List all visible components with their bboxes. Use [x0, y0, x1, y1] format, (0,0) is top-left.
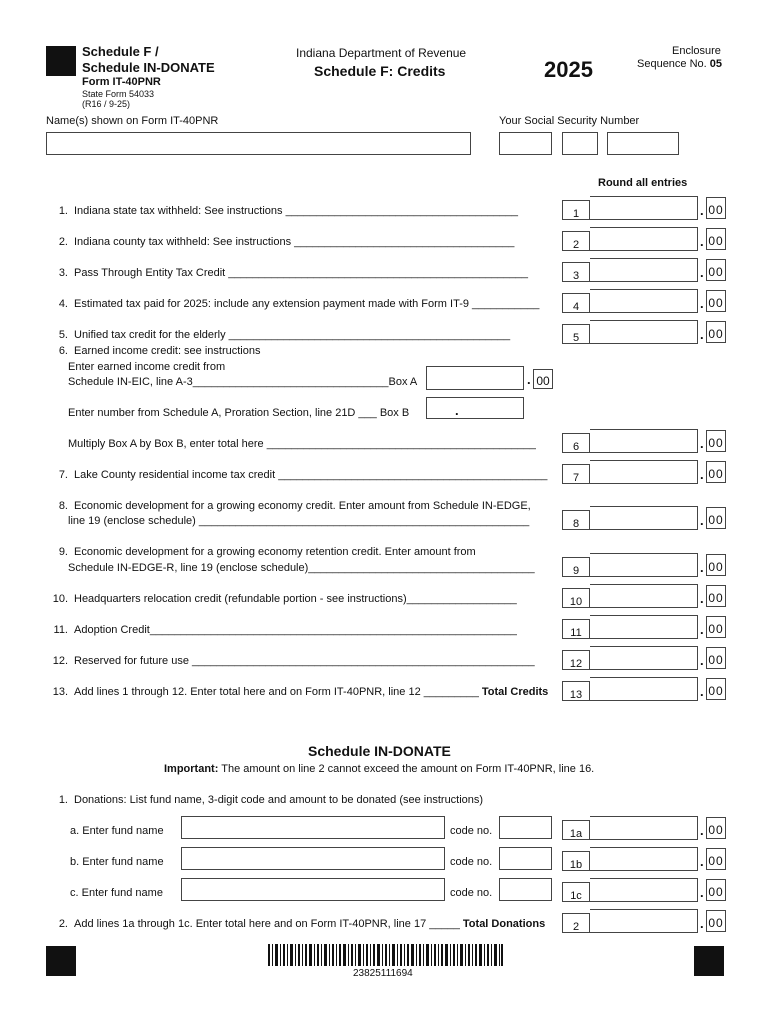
page-title: Schedule F: Credits — [314, 63, 446, 79]
schedule-title-line1: Schedule F / — [82, 44, 159, 59]
sequence-label: Sequence No. — [637, 58, 707, 70]
line-2-amount-input[interactable] — [590, 227, 698, 251]
decimal-point: . — [700, 916, 704, 931]
decimal-point: . — [700, 327, 704, 342]
round-entries-note: Round all entries — [598, 177, 688, 189]
ssn-input-part2[interactable] — [562, 132, 598, 155]
line-7-cents[interactable]: 00 — [706, 461, 726, 483]
line-3-number: 3 — [562, 262, 590, 282]
line-1c-amount-input[interactable] — [590, 878, 698, 902]
important-label: Important: — [164, 763, 219, 775]
schedule-title-line2: Schedule IN-DONATE — [82, 60, 215, 75]
decimal-point: . — [700, 622, 704, 637]
line-13-text: 13. Add lines 1 through 12. Enter total here and on Form IT-40PNR, line 12 _________ Total Credits — [52, 686, 549, 698]
line-4-amount-input[interactable] — [590, 289, 698, 313]
line-12-text: 12. Reserved for future use ________________________________________________________ — [52, 655, 535, 667]
ssn-input-part1[interactable] — [499, 132, 552, 155]
line-5-number: 5 — [562, 324, 590, 344]
line-1a-number: 1a — [562, 820, 590, 840]
donate-important-note — [164, 763, 594, 775]
decimal-point: . — [700, 854, 704, 869]
form-name: Form IT-40PNR — [82, 76, 161, 88]
line-6-title: 6. Earned income credit: see instructions — [58, 345, 261, 357]
fund-a-label: a. Enter fund name — [70, 825, 164, 837]
line-1-number: 1 — [562, 200, 590, 220]
decimal-point: . — [700, 653, 704, 668]
form-revision: (R16 / 9-25) — [82, 99, 131, 109]
decimal-point: . — [700, 823, 704, 838]
decimal-point: . — [700, 296, 704, 311]
fund-c-code-label: code no. — [450, 887, 493, 899]
fund-c-name-input[interactable] — [181, 878, 445, 901]
box-b-input[interactable] — [426, 397, 524, 419]
line-12-number: 12 — [562, 650, 590, 670]
tax-year: 2025 — [544, 57, 593, 82]
line-1-amount-input[interactable] — [590, 196, 698, 220]
decimal-point: . — [527, 372, 531, 387]
line-6-number: 6 — [562, 433, 590, 453]
line-11-cents[interactable]: 00 — [706, 616, 726, 638]
line-9-text: 9. Economic development for a growing economy retention credit. Enter amount from — [58, 546, 476, 558]
line-10-text: 10. Headquarters relocation credit (refundable portion - see instructions)__________________ — [52, 593, 517, 605]
enclosure-label: Enclosure — [672, 45, 721, 57]
line-1a-amount-input[interactable] — [590, 816, 698, 840]
line-6-enter-text: Enter earned income credit from — [68, 361, 226, 373]
line-13-cents[interactable]: 00 — [706, 678, 726, 700]
line-5-text: 5. Unified tax credit for the elderly ______________________________________________ — [58, 329, 511, 341]
donate-line-2-cents[interactable]: 00 — [706, 910, 726, 932]
fund-c-code-input[interactable] — [499, 878, 552, 901]
donate-line-2-amount-input[interactable] — [590, 909, 698, 933]
line-8-amount-input[interactable] — [590, 506, 698, 530]
decimal-point: . — [700, 436, 704, 451]
box-a-input[interactable] — [426, 366, 524, 390]
line-6-cents[interactable]: 00 — [706, 430, 726, 452]
registration-mark-bottom-left — [46, 946, 76, 976]
donate-section-title: Schedule IN-DONATE — [308, 743, 451, 759]
line-9-cents[interactable]: 00 — [706, 554, 726, 576]
line-8-text: 8. Economic development for a growing economy credit. Enter amount from Schedule IN-EDGE, — [58, 500, 531, 512]
line-1-text: 1. Indiana state tax withheld: See instructions ______________________________________ — [58, 205, 519, 217]
line-9-amount-input[interactable] — [590, 553, 698, 577]
fund-b-code-label: code no. — [450, 856, 493, 868]
line-3-cents[interactable]: 00 — [706, 259, 726, 281]
line-1a-cents[interactable]: 00 — [706, 817, 726, 839]
line-1c-number: 1c — [562, 882, 590, 902]
line-8-cents[interactable]: 00 — [706, 507, 726, 529]
line-1-cents[interactable]: 00 — [706, 197, 726, 219]
total-credits-label: Total Credits — [481, 686, 549, 698]
fund-a-code-label: code no. — [450, 825, 493, 837]
line-7-amount-input[interactable] — [590, 460, 698, 484]
barcode-image — [268, 944, 503, 966]
line-1b-cents[interactable]: 00 — [706, 848, 726, 870]
line-7-text: 7. Lake County residential income tax credit ____________________________________________ — [58, 469, 548, 481]
line-4-cents[interactable]: 00 — [706, 290, 726, 312]
line-2-number: 2 — [562, 231, 590, 251]
donate-line-1-text: 1. Donations: List fund name, 3-digit code and amount to be donated (see instructions) — [58, 794, 484, 806]
ssn-label: Your Social Security Number — [499, 115, 640, 127]
line-10-amount-input[interactable] — [590, 584, 698, 608]
decimal-point: . — [700, 234, 704, 249]
line-5-amount-input[interactable] — [590, 320, 698, 344]
line-8-text-cont: line 19 (enclose schedule) ______________________________________________________ — [68, 515, 530, 527]
line-4-number: 4 — [562, 293, 590, 313]
department-name: Indiana Department of Revenue — [296, 46, 467, 60]
line-8-number: 8 — [562, 510, 590, 530]
box-b-decimal: . — [455, 403, 459, 418]
decimal-point: . — [700, 885, 704, 900]
line-10-number: 10 — [562, 588, 590, 608]
names-label: Name(s) shown on Form IT-40PNR — [46, 115, 219, 127]
decimal-point: . — [700, 591, 704, 606]
line-7-number: 7 — [562, 464, 590, 484]
line-1b-number: 1b — [562, 851, 590, 871]
donate-line-2-text: 2. Add lines 1a through 1c. Enter total here and on Form IT-40PNR, line 17 _____ Total Donations — [58, 918, 546, 930]
fund-a-code-input[interactable] — [499, 816, 552, 839]
line-12-cents[interactable]: 00 — [706, 647, 726, 669]
line-6-multiply-text: Multiply Box A by Box B, enter total here ____________________________________________ — [68, 438, 536, 450]
sequence-value: 05 — [709, 58, 723, 70]
line-6-amount-input[interactable] — [590, 429, 698, 453]
ssn-input-part3[interactable] — [607, 132, 679, 155]
barcode-number: 23825111694 — [353, 968, 413, 979]
line-3-amount-input[interactable] — [590, 258, 698, 282]
fund-a-name-input[interactable] — [181, 816, 445, 839]
line-2-text: 2. Indiana county tax withheld: See instructions ____________________________________ — [58, 236, 515, 248]
decimal-point: . — [700, 560, 704, 575]
line-9-text-cont: Schedule IN-EDGE-R, line 19 (enclose schedule)_____________________________________ — [68, 562, 535, 574]
fund-b-label: b. Enter fund name — [70, 856, 164, 868]
state-form-number: State Form 54033 — [82, 89, 155, 99]
fund-b-code-input[interactable] — [499, 847, 552, 870]
line-3-text: 3. Pass Through Entity Tax Credit _________________________________________________ — [58, 267, 529, 279]
decimal-point: . — [700, 203, 704, 218]
line-6-box-a-text: Schedule IN-EIC, line A-3________________________________Box A — [68, 376, 418, 388]
total-donations-label: Total Donations — [462, 918, 546, 930]
decimal-point: . — [700, 684, 704, 699]
decimal-point: . — [700, 265, 704, 280]
line-4-text: 4. Estimated tax paid for 2025: include any extension payment made with Form IT-9 ___________ — [58, 298, 540, 310]
fund-b-name-input[interactable] — [181, 847, 445, 870]
line-1b-amount-input[interactable] — [590, 847, 698, 871]
sequence-number — [637, 58, 722, 70]
names-input[interactable] — [46, 132, 471, 155]
donate-line-2-number: 2 — [562, 913, 590, 933]
registration-mark-top-left — [46, 46, 76, 76]
line-13-number: 13 — [562, 681, 590, 701]
important-text: The amount on line 2 cannot exceed the amount on Form IT-40PNR, line 16. — [221, 763, 595, 775]
line-11-amount-input[interactable] — [590, 615, 698, 639]
line-13-amount-input[interactable] — [590, 677, 698, 701]
decimal-point: . — [700, 467, 704, 482]
line-11-text: 11. Adoption Credit____________________________________________________________ — [53, 624, 517, 636]
line-1c-cents[interactable]: 00 — [706, 879, 726, 901]
line-5-cents[interactable]: 00 — [706, 321, 726, 343]
decimal-point: . — [700, 513, 704, 528]
box-a-cents[interactable]: 00 — [533, 369, 553, 389]
line-12-amount-input[interactable] — [590, 646, 698, 670]
line-10-cents[interactable]: 00 — [706, 585, 726, 607]
fund-c-label: c. Enter fund name — [70, 887, 163, 899]
registration-mark-bottom-right — [694, 946, 724, 976]
line-2-cents[interactable]: 00 — [706, 228, 726, 250]
line-9-number: 9 — [562, 557, 590, 577]
line-11-number: 11 — [562, 619, 590, 639]
line-6-box-b-text: Enter number from Schedule A, Proration Section, line 21D ___ Box B — [68, 407, 410, 419]
